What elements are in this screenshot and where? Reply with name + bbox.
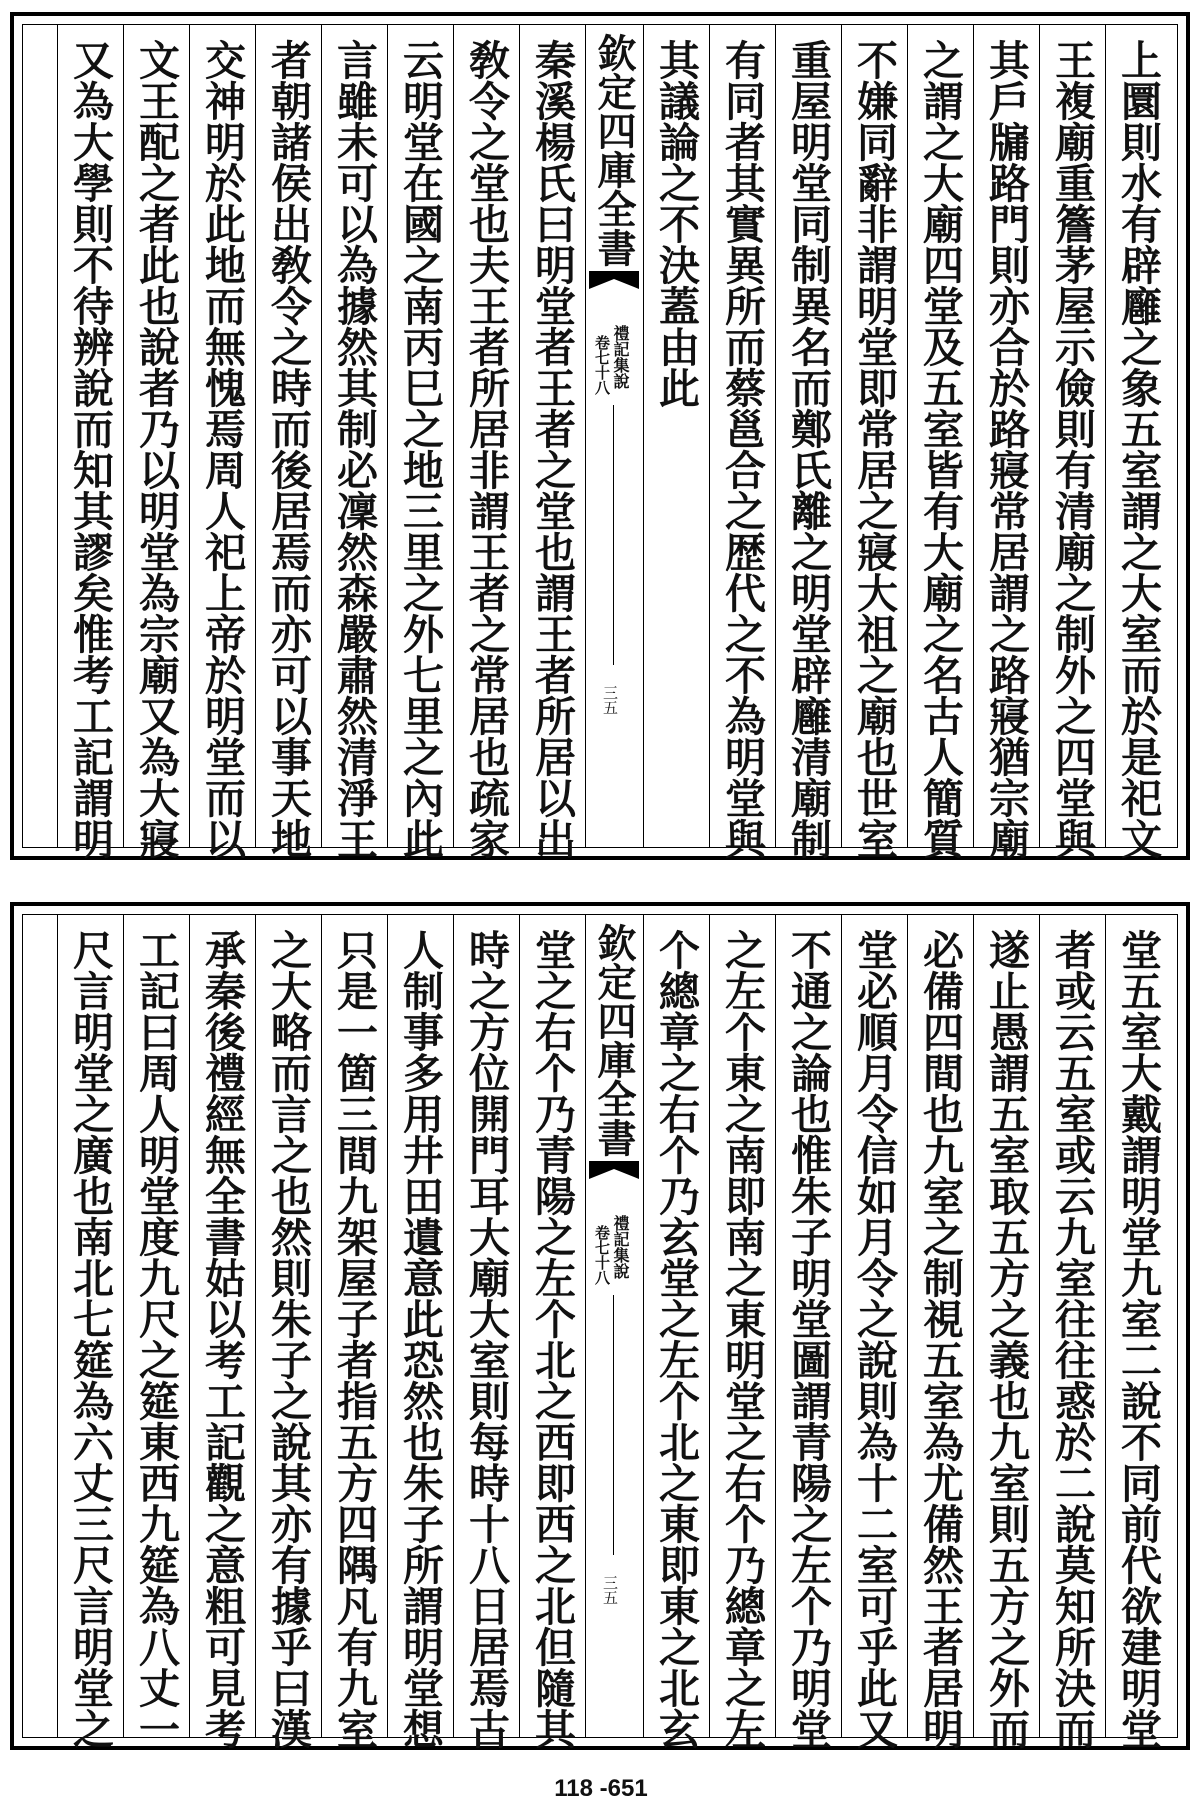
column-text: 王複廟重簷茅屋示儉則有清廟之制外之四堂與 (1048, 39, 1096, 859)
text-column (1039, 25, 1105, 859)
column-text: 者朝諸侯出敎令之時而後居焉而亦可以事天地 (264, 39, 312, 859)
text-column (1039, 915, 1105, 1749)
text-column (123, 25, 189, 859)
text-column (775, 915, 841, 1749)
text-column (973, 915, 1039, 1749)
text-column (643, 25, 709, 847)
column-text: 其戶牖路門則亦合於路寢常居謂之路寢猶宗廟 (982, 39, 1030, 859)
column-text: 堂必順月令信如月令之說則為十二室可乎此又 (850, 929, 898, 1749)
juan-number: 卷七十八 (593, 335, 611, 395)
column-text: 上圜則水有辟廱之象五室謂之大室而於是祀文 (1114, 39, 1162, 859)
text-column (907, 25, 973, 859)
column-text: 不通之論也惟朱子明堂圖謂青陽之左个乃明堂 (784, 929, 832, 1749)
column-text: 人制事多用井田遺意此恐然也朱子所謂明堂想 (396, 929, 444, 1749)
text-column (387, 25, 453, 859)
bottom-leaf-frame (22, 914, 1178, 1749)
page-reference: 118 -651 (554, 1775, 648, 1802)
text-column (189, 25, 255, 859)
column-text: 有同者其實異所而蔡邕合之歴代之不為明堂與 (718, 39, 766, 859)
column-text: 之大略而言之也然則朱子之說其亦有據乎曰漢 (264, 929, 312, 1749)
column-text: 時之方位開門耳大廟大室則每時十八日居焉古 (462, 929, 510, 1749)
text-column (973, 25, 1039, 859)
juan-number: 卷七十八 (593, 1225, 611, 1285)
text-column (321, 25, 387, 859)
column-text: 个總章之右个乃玄堂之左个北之東即東之北玄 (652, 929, 700, 1749)
text-column (123, 915, 189, 1749)
column-text: 者或云五室或云九室往往惑於二說莫知所決而 (1048, 929, 1096, 1749)
column-text: 言雖未可以為據然其制必凜然森嚴肅然清淨王 (330, 39, 378, 859)
column-text: 必備四間也九室之制視五室為尤備然王者居明 (916, 929, 964, 1749)
column-text: 工記曰周人明堂度九尺之筵東西九筵為八丈一 (132, 929, 180, 1749)
column-text: 只是一箇三間九架屋子者指五方四隅凡有九室 (330, 929, 378, 1749)
center-fold (585, 25, 643, 847)
text-column (189, 915, 255, 1749)
top-leaf-frame (22, 24, 1178, 859)
text-column (1105, 25, 1171, 859)
column-text: 之謂之大廟四堂及五室皆有大廟之名古人簡質 (916, 39, 964, 859)
column-text: 重屋明堂同制異名而鄭氏離之明堂辟廱清廟制 (784, 39, 832, 859)
text-column (841, 25, 907, 859)
column-text: 文王配之者此也說者乃以明堂為宗廟又為大寢 (132, 39, 180, 859)
text-column (709, 915, 775, 1749)
column-text: 之左个東之南即南之東明堂之右个乃總章之左 (718, 929, 766, 1749)
column-text: 其議論之不決蓋由此 (652, 39, 700, 408)
text-column (255, 915, 321, 1749)
column-text: 承秦後禮經無全書姑以考工記觀之意粗可見考 (198, 929, 246, 1749)
text-column (775, 25, 841, 859)
column-text: 云明堂在國之南丙巳之地三里之外七里之內此 (396, 39, 444, 859)
text-column (57, 25, 123, 859)
column-text: 敎令之堂也夫王者所居非謂王者之常居也疏家 (462, 39, 510, 859)
text-column (1105, 915, 1171, 1749)
text-column (841, 915, 907, 1749)
column-text: 堂之右个乃青陽之左个北之西即西之北但隨其 (528, 929, 576, 1749)
text-column (453, 915, 519, 1749)
series-title: 欽定四庫全書 (591, 923, 637, 1157)
fishtail-mark (589, 271, 639, 293)
bottom-leaf (10, 902, 1190, 1750)
column-text: 遂止愚謂五室取五方之義也九室則五方之外而 (982, 929, 1030, 1749)
text-column (57, 915, 123, 1749)
text-column (387, 915, 453, 1749)
column-text: 堂五室大戴謂明堂九室二說不同前代欲建明堂 (1114, 929, 1162, 1749)
text-column (643, 915, 709, 1749)
leaf-number: 三五 (601, 685, 619, 715)
text-column (255, 25, 321, 859)
text-column (453, 25, 519, 859)
text-column (519, 25, 585, 859)
text-column (519, 915, 585, 1749)
leaf-number: 三五 (601, 1575, 619, 1605)
top-leaf (10, 12, 1190, 860)
column-text: 秦溪楊氏曰明堂者王者之堂也謂王者所居以出 (528, 39, 576, 859)
center-fold (585, 915, 643, 1737)
text-column (907, 915, 973, 1749)
column-text: 不嫌同辭非謂明堂即常居之寢大祖之廟也世室 (850, 39, 898, 859)
series-title: 欽定四庫全書 (591, 33, 637, 267)
book-title: 禮記集說 (611, 325, 630, 389)
column-text: 交神明於此地而無愧焉周人祀上帝於明堂而以 (198, 39, 246, 859)
book-title: 禮記集說 (611, 1215, 630, 1279)
text-column (709, 25, 775, 859)
fishtail-mark (589, 1161, 639, 1183)
column-text: 尺言明堂之廣也南北七筵為六丈三尺言明堂之 (66, 929, 114, 1749)
column-text: 又為大學則不待辨說而知其謬矣惟考工記謂明 (66, 39, 114, 859)
text-column (321, 915, 387, 1749)
